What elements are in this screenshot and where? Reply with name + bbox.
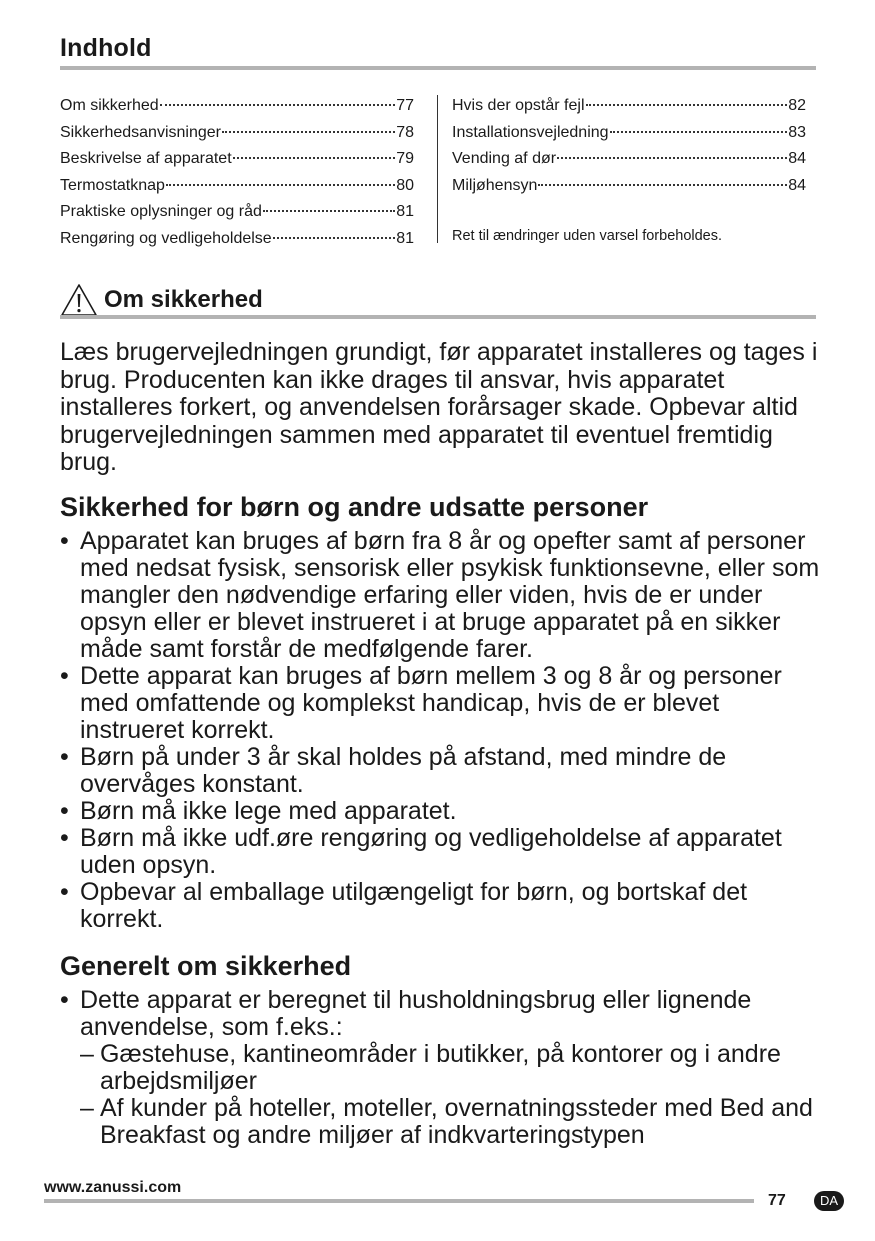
list-item: • Opbevar al emballage utilgængeligt for børn, og bortskaf det korrekt. — [60, 878, 748, 933]
toc-entry-label: Praktiske oplysninger og råd — [60, 203, 262, 220]
toc-leader — [273, 220, 396, 239]
safety-heading — [60, 283, 263, 317]
general-heading: Generelt om sikkerhed — [60, 951, 352, 981]
toc-leader — [263, 193, 395, 212]
children-heading: Sikkerhed for børn og andre udsatte personer — [60, 492, 649, 522]
general-list — [60, 987, 820, 1149]
website-link[interactable]: www.zanussi.com — [44, 1179, 182, 1196]
toc-entry-page: 83 — [788, 123, 806, 141]
toc-right-column — [452, 91, 806, 197]
toc-entry-label: Vending af dør — [452, 150, 557, 167]
toc-entry-page: 84 — [788, 150, 806, 167]
toc-column-divider — [437, 95, 438, 243]
intro-paragraph: Læs brugervejledningen grundigt, før apparatet installeres og tages i brug. Producenten kan ikke drages til ansvar, hvis apparatet installeres forkert, og anvendelsen forårsager skade. Opbevar altid brugervejledningen sammen med apparatet til eventuel fremtidig brug. — [60, 338, 818, 476]
toc-entry-page: 80 — [396, 176, 414, 194]
sub-list-item: – Af kunder på hoteller, moteller, overnatningssteder med Bed and Breakfast og andre miljøer af indkvarteringstypen — [80, 1094, 813, 1149]
warning-triangle-icon — [60, 283, 98, 317]
toc-entry-page: 79 — [396, 150, 414, 167]
toc-leader — [610, 114, 788, 133]
toc-leader — [166, 167, 395, 186]
children-list — [60, 528, 820, 933]
toc-entry-label: Om sikkerhed — [60, 97, 159, 114]
toc-entry-label: Termostatknap — [60, 176, 165, 194]
sub-list-item: – Gæstehuse, kantineområder i butikker, på kontorer og i andre arbejdsmiljøer — [80, 1040, 781, 1095]
toc-title: Indhold — [60, 34, 152, 62]
list-item: • Apparatet kan bruges af børn fra 8 år og opefter samt af personer med nedsat fysisk, sensorisk eller psykisk funktionsevne, eller som mangler den nødvendige erfaring eller viden, hvis de er under opsyn eller er blevet instrueret i at bruge apparatet på en sikker måde samt forstår de medfølgende farer. — [60, 527, 820, 663]
toc-entry-page: 84 — [788, 176, 806, 194]
list-item: • Børn må ikke udf.øre rengøring og vedligeholdelse af apparatet uden opsyn. — [60, 824, 782, 879]
toc-entry-label: Hvis der opstår fejl — [452, 97, 585, 114]
toc-entry-page: 78 — [396, 123, 414, 141]
language-badge: DA — [814, 1191, 844, 1211]
toc-leader — [222, 114, 395, 133]
toc-entry-label: Miljøhensyn — [452, 176, 538, 194]
safety-heading-text: Om sikkerhed — [104, 286, 263, 313]
toc-entry[interactable] — [60, 224, 414, 251]
toc-entry-page: 77 — [396, 97, 414, 114]
toc-entry-page: 82 — [788, 97, 806, 114]
list-item: • Børn på under 3 år skal holdes på afstand, med mindre de overvåges konstant. — [60, 743, 727, 798]
toc-entry-label: Beskrivelse af apparatet — [60, 150, 232, 167]
toc-entry-page: 81 — [396, 229, 414, 247]
safety-divider — [60, 315, 816, 319]
list-item: • Dette apparat kan bruges af børn mellem 3 og 8 år og personer med omfattende og komplekst handicap, hvis de er blevet instrueret korrekt. — [60, 662, 782, 744]
toc-entry[interactable] — [452, 171, 806, 198]
toc-entry-label: Sikkerhedsanvisninger — [60, 123, 221, 141]
toc-leader — [557, 140, 787, 159]
toc-entry-label: Rengøring og vedligeholdelse — [60, 229, 272, 247]
toc-leader — [586, 87, 788, 106]
toc-leader — [160, 87, 396, 106]
list-item: • Børn må ikke lege med apparatet. — [60, 797, 457, 825]
toc-entry-page: 81 — [396, 203, 414, 220]
toc-divider — [60, 66, 816, 70]
footer-divider — [44, 1199, 754, 1203]
list-item: • Dette apparat er beregnet til husholdningsbrug eller lignende anvendelse, som f.eks.: — [60, 986, 752, 1041]
change-notice: Ret til ændringer uden varsel forbeholdes. — [452, 228, 723, 244]
toc-left-column — [60, 91, 414, 250]
toc-leader — [538, 167, 787, 186]
toc-leader — [233, 140, 396, 159]
page-number: 77 — [768, 1192, 786, 1209]
toc-entry-label: Installationsvejledning — [452, 123, 609, 141]
